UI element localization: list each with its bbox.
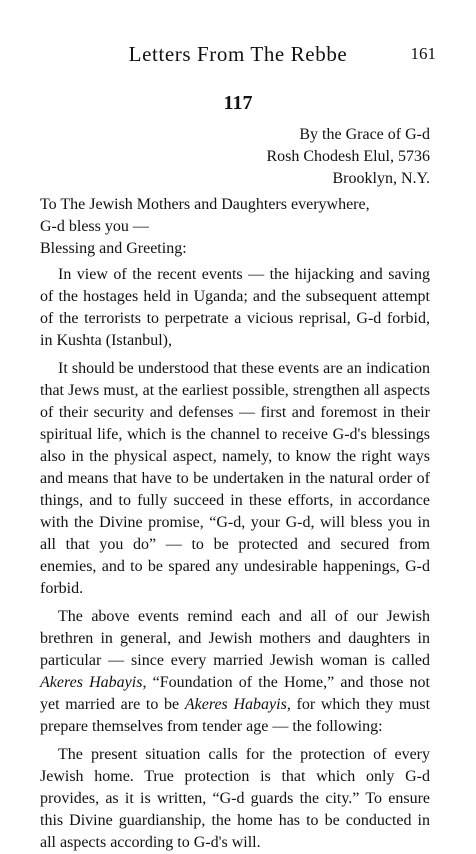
- hebrew-term: Akeres Habayis: [184, 696, 287, 713]
- hebrew-term: Akeres Habayis: [40, 674, 143, 691]
- dateline: [266, 124, 430, 190]
- letter-number: 117: [223, 92, 253, 114]
- letter-body: [40, 194, 430, 854]
- paragraph-text: , “Foundation of the Home,” and those not yet married are to be: [40, 674, 431, 713]
- dateline-line: Rosh Chodesh Elul, 5736: [266, 148, 430, 165]
- dateline-line: Brooklyn, N.Y.: [332, 170, 430, 187]
- salutation-line: To The Jewish Mothers and Daughters everywhere,: [40, 196, 370, 213]
- paragraph: The present situation calls for the protection of every Jewish home. True protection is that which only G-d provides, as it is written, “G-d guards the city.” To ensure this Divine guardianship, the home has to be conducted in all aspects according to G-d's will.: [40, 746, 430, 851]
- page-number: 161: [410, 44, 436, 63]
- paragraph-text: The above events remind each and all of our Jewish brethren in general, and Jewish mothers and daughters in particular — since every married Jewish woman is called: [40, 608, 430, 669]
- paragraph-text: , for which they must prepare themselves from tender age — the following:: [40, 696, 431, 735]
- salutation: [40, 194, 430, 260]
- dateline-line: By the Grace of G-d: [299, 126, 430, 143]
- running-head: [0, 40, 476, 70]
- paragraph: It should be understood that these events are an indication that Jews must, at the earliest possible, strengthen all aspects of their security and defenses — first and foremost in their spiritual life, which is the channel to receive G-d's blessings also in the physical aspect, namely, to know the right ways and means that have to be undertaken in the natural order of things, and to fully succeed in these efforts, in accordance with the Divine promise, “G-d, your G-d, will bless you in all that you do” — to be protected and secured from enemies, and to be spared any undesirable happenings, G-d forbid.: [40, 360, 430, 597]
- paragraph: [40, 606, 430, 738]
- paragraph: In view of the recent events — the hijacking and saving of the hostages held in Uganda; and the subsequent attempt of the terrorists to perpetrate a vicious reprisal, G-d forbid, in Kushta (Istanbul),: [40, 266, 430, 349]
- running-title: Letters From The Rebbe: [128, 42, 348, 66]
- salutation-line: G-d bless you —: [40, 218, 149, 235]
- salutation-line: Blessing and Greeting:: [40, 240, 187, 257]
